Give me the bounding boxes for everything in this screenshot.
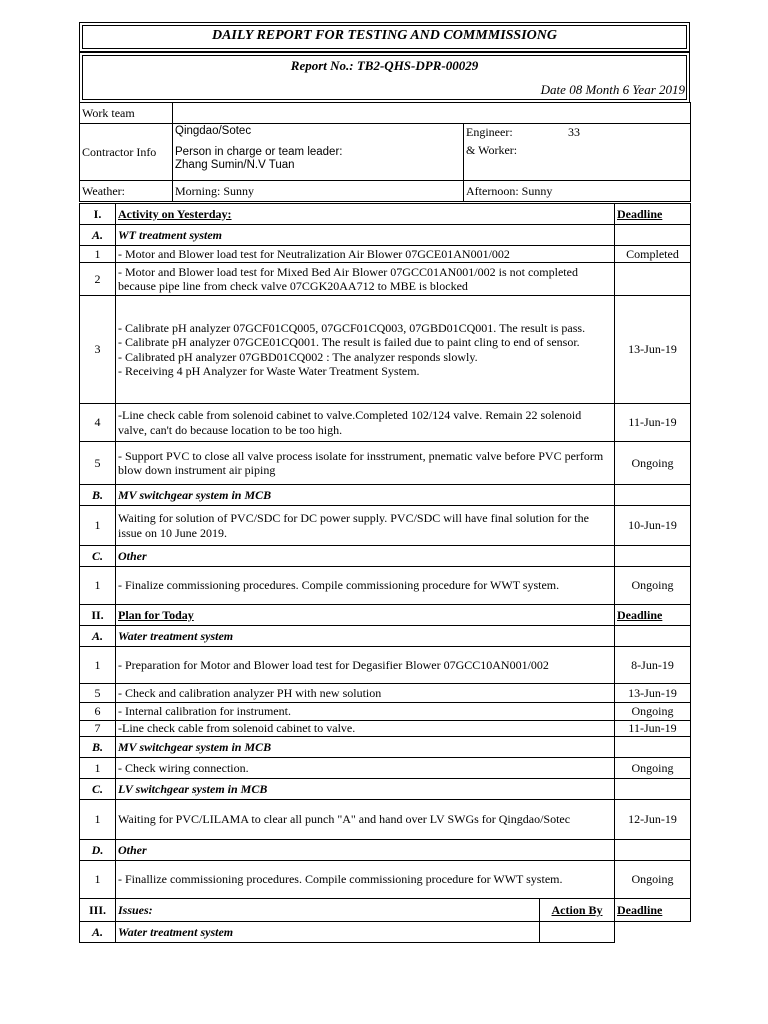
weather-morning: Morning: Sunny	[173, 181, 464, 202]
group-letter: A.	[80, 225, 116, 246]
table-row	[80, 721, 691, 737]
item-number: 1	[80, 246, 116, 263]
item-number: 4	[80, 404, 116, 442]
table-row	[80, 647, 691, 684]
engineer-label: Engineer:	[466, 125, 513, 139]
deadline-header: Deadline	[615, 605, 691, 626]
group-row	[80, 626, 691, 647]
item-description: - Finalize commissioning procedures. Compile commissioning procedure for WWT system.	[116, 567, 615, 605]
table-row	[80, 246, 691, 263]
item-deadline: Ongoing	[615, 442, 691, 485]
group-deadline	[615, 922, 691, 943]
item-number: 1	[80, 567, 116, 605]
section-3-header-row	[80, 899, 691, 922]
weather-afternoon: Afternoon: Sunny	[464, 181, 691, 202]
item-deadline: 13-Jun-19	[615, 684, 691, 703]
group-letter: A.	[80, 922, 116, 943]
item-deadline: Ongoing	[615, 861, 691, 899]
group-deadline	[615, 225, 691, 246]
item-deadline: 10-Jun-19	[615, 506, 691, 546]
group-title: Other	[116, 840, 615, 861]
section-title: Activity on Yesterday:	[116, 204, 615, 225]
item-description: - Motor and Blower load test for Neutralization Air Blower 07GCE01AN001/002	[116, 246, 615, 263]
table-row	[80, 506, 691, 546]
group-deadline	[615, 840, 691, 861]
report-title: DAILY REPORT FOR TESTING AND COMMMISSIONG	[211, 28, 557, 43]
group-letter: B.	[80, 737, 116, 758]
title-box	[79, 22, 690, 52]
item-number: 6	[80, 703, 116, 721]
group-deadline	[615, 485, 691, 506]
group-row	[80, 737, 691, 758]
activity-table	[79, 203, 691, 943]
item-deadline: 11-Jun-19	[615, 404, 691, 442]
item-description: -Line check cable from solenoid cabinet to valve.Completed 102/124 valve. Remain 22 solenoid valve, can't do because location to be too high.	[116, 404, 615, 442]
item-deadline: Ongoing	[615, 567, 691, 605]
table-row	[80, 442, 691, 485]
section-1-header-row	[80, 204, 691, 225]
report-date: Date 08 Month 6 Year 2019	[540, 82, 685, 97]
weather-label: Weather:	[80, 181, 173, 202]
item-number: 1	[80, 861, 116, 899]
item-number: 2	[80, 263, 116, 296]
group-letter: C.	[80, 546, 116, 567]
group-row	[80, 922, 691, 943]
item-deadline: Completed	[615, 246, 691, 263]
item-deadline: Ongoing	[615, 758, 691, 779]
item-description: - Check wiring connection.	[116, 758, 615, 779]
action-by-header: Action By	[540, 899, 615, 922]
group-deadline	[615, 779, 691, 800]
item-description: Waiting for solution of PVC/SDC for DC power supply. PVC/SDC will have final solution for the issue on 10 June 2019.	[116, 506, 615, 546]
work-team-value	[173, 103, 691, 124]
item-number: 1	[80, 800, 116, 840]
group-letter: C.	[80, 779, 116, 800]
contractor-name: Qingdao/Sotec	[175, 125, 252, 137]
report-number: Report No.: TB2-QHS-DPR-00029	[290, 58, 479, 73]
table-row	[80, 861, 691, 899]
section-title: Plan for Today	[116, 605, 615, 626]
item-deadline: 8-Jun-19	[615, 647, 691, 684]
section-2-header-row	[80, 605, 691, 626]
group-row	[80, 546, 691, 567]
section-number: III.	[80, 899, 116, 922]
contractor-cell	[173, 124, 464, 181]
item-number: 7	[80, 721, 116, 737]
section-title: Issues:	[116, 899, 540, 922]
group-row	[80, 840, 691, 861]
item-description: - Internal calibration for instrument.	[116, 703, 615, 721]
deadline-header: Deadline	[615, 204, 691, 225]
person-names: Zhang Sumin/N.V Tuan	[175, 159, 295, 171]
group-title: MV switchgear system in MCB	[116, 485, 615, 506]
group-title: WT treatment system	[116, 225, 615, 246]
table-row	[80, 684, 691, 703]
item-deadline: 12-Jun-19	[615, 800, 691, 840]
item-number: 1	[80, 506, 116, 546]
group-title: Water treatment system	[116, 922, 540, 943]
table-row	[80, 296, 691, 404]
item-description: -Line check cable from solenoid cabinet to valve.	[116, 721, 615, 737]
report-number-box	[79, 52, 690, 103]
item-description: - Check and calibration analyzer PH with new solution	[116, 684, 615, 703]
section-number: II.	[80, 605, 116, 626]
group-row	[80, 779, 691, 800]
contractor-label: Contractor Info	[80, 124, 173, 181]
section-number: I.	[80, 204, 116, 225]
item-number: 5	[80, 442, 116, 485]
table-row	[80, 703, 691, 721]
group-action-by	[540, 922, 615, 943]
group-title: Other	[116, 546, 615, 567]
group-row	[80, 485, 691, 506]
item-description: Waiting for PVC/LILAMA to clear all punch "A" and hand over LV SWGs for Qingdao/Sotec	[116, 800, 615, 840]
group-title: LV switchgear system in MCB	[116, 779, 615, 800]
item-deadline: Ongoing	[615, 703, 691, 721]
contractor-info-table	[79, 102, 691, 202]
item-description: - Calibrate pH analyzer 07GCF01CQ005, 07GCF01CQ003, 07GBD01CQ001. The result is pass. - Calibrate pH analyzer 07GCE01CQ001. The result is failed due to paint cling to end of sensor. - Calibrated pH analyzer 07GBD01CQ002 : The analyzer responds slowly. - Receiving 4 pH Analyzer for Waste Water Treatment System.	[116, 296, 615, 404]
item-description: - Finallize commissioning procedures. Compile commissioning procedure for WWT system.	[116, 861, 615, 899]
worker-label: & Worker:	[466, 143, 518, 157]
table-row	[80, 404, 691, 442]
group-letter: B.	[80, 485, 116, 506]
table-row	[80, 263, 691, 296]
item-description: - Motor and Blower load test for Mixed Bed Air Blower 07GCC01AN001/002 is not completed because pipe line from check valve 07CGK20AA712 to MBE is blocked	[116, 263, 615, 296]
table-row	[80, 758, 691, 779]
item-number: 1	[80, 758, 116, 779]
group-deadline	[615, 626, 691, 647]
group-row	[80, 225, 691, 246]
group-title: Water treatment system	[116, 626, 615, 647]
group-letter: D.	[80, 840, 116, 861]
table-row	[80, 800, 691, 840]
item-number: 5	[80, 684, 116, 703]
item-number: 1	[80, 647, 116, 684]
group-letter: A.	[80, 626, 116, 647]
deadline-header: Deadline	[615, 899, 691, 922]
person-label: Person in charge or team leader:	[175, 146, 343, 158]
group-deadline	[615, 737, 691, 758]
item-description: - Support PVC to close all valve process isolate for insstrument, pnematic valve before PVC perform blow down instrument air piping	[116, 442, 615, 485]
group-title: MV switchgear system in MCB	[116, 737, 615, 758]
work-team-label: Work team	[80, 103, 173, 124]
item-description: - Preparation for Motor and Blower load test for Degasifier Blower 07GCC10AN001/002	[116, 647, 615, 684]
engineer-count: 33	[568, 125, 580, 139]
item-number: 3	[80, 296, 116, 404]
group-deadline	[615, 546, 691, 567]
table-row	[80, 567, 691, 605]
item-deadline: 13-Jun-19	[615, 296, 691, 404]
engineer-cell	[464, 124, 691, 181]
item-deadline	[615, 263, 691, 296]
item-deadline: 11-Jun-19	[615, 721, 691, 737]
